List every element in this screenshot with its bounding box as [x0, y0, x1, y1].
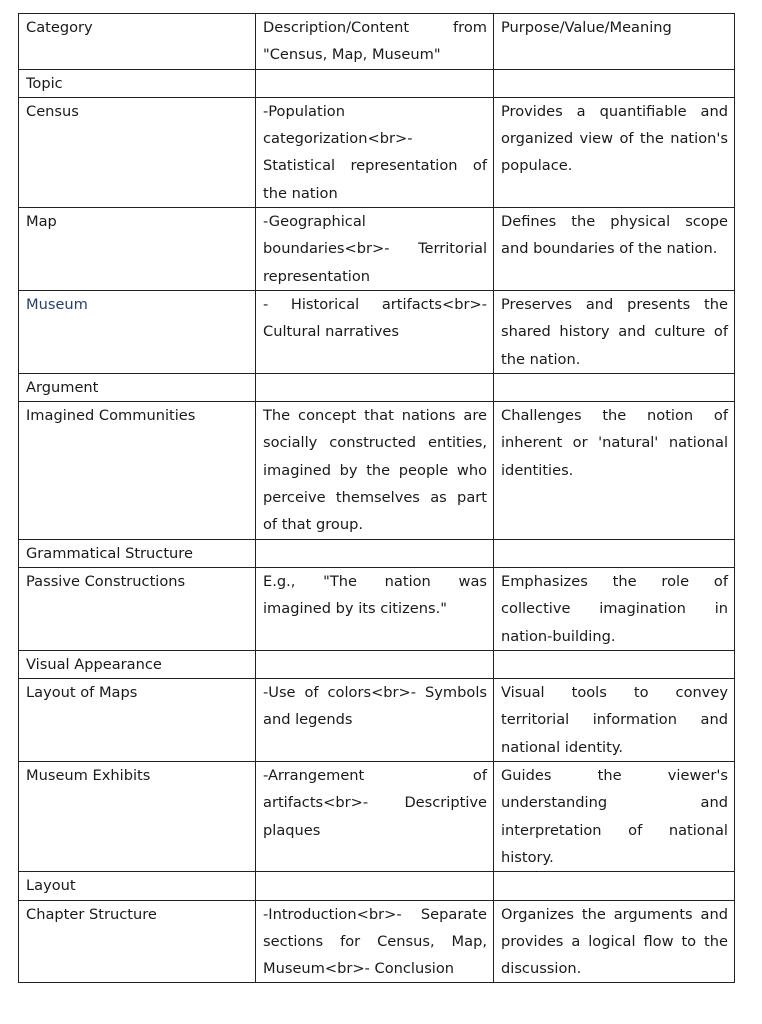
cell-category: Chapter Structure: [19, 900, 256, 983]
table-row: [19, 900, 735, 983]
cell-description: -Use of colors<br>- Symbols and legends: [256, 679, 494, 762]
cell-purpose: Visual tools to convey territorial information and national identity.: [494, 679, 735, 762]
table-row: [19, 872, 735, 900]
cell-category: Grammatical Structure: [19, 539, 256, 567]
cell-purpose: Provides a quantifiable and organized view of the nation's populace.: [494, 97, 735, 207]
cell-purpose: [494, 69, 735, 97]
table-row: [19, 97, 735, 207]
cell-category: Imagined Communities: [19, 402, 256, 539]
header-description: Description/Content from "Census, Map, Museum": [256, 14, 494, 70]
cell-description: [256, 650, 494, 678]
cell-description: [256, 872, 494, 900]
cell-category: Census: [19, 97, 256, 207]
table-row: [19, 762, 735, 872]
cell-purpose: Challenges the notion of inherent or 'natural' national identities.: [494, 402, 735, 539]
cell-category: Museum: [19, 290, 256, 373]
cell-description: -Arrangement of artifacts<br>- Descriptive plaques: [256, 762, 494, 872]
table-row: [19, 650, 735, 678]
cell-description: -Population categorization<br>- Statistical representation of the nation: [256, 97, 494, 207]
table-row: [19, 69, 735, 97]
cell-purpose: [494, 539, 735, 567]
cell-purpose: Guides the viewer's understanding and interpretation of national history.: [494, 762, 735, 872]
cell-category: Map: [19, 208, 256, 291]
cell-description: E.g., "The nation was imagined by its citizens.": [256, 567, 494, 650]
cell-category: Passive Constructions: [19, 567, 256, 650]
cell-description: -Geographical boundaries<br>- Territorial representation: [256, 208, 494, 291]
cell-description: The concept that nations are socially constructed entities, imagined by the people who perceive themselves as part of that group.: [256, 402, 494, 539]
header-purpose: Purpose/Value/Meaning: [494, 14, 735, 70]
table-row: [19, 539, 735, 567]
comparison-table: [18, 13, 735, 983]
cell-description: - Historical artifacts<br>- Cultural narratives: [256, 290, 494, 373]
header-category: Category: [19, 14, 256, 70]
cell-purpose: Preserves and presents the shared history and culture of the nation.: [494, 290, 735, 373]
cell-category: Layout of Maps: [19, 679, 256, 762]
cell-description: -Introduction<br>- Separate sections for Census, Map, Museum<br>- Conclusion: [256, 900, 494, 983]
cell-purpose: Defines the physical scope and boundaries of the nation.: [494, 208, 735, 291]
cell-purpose: [494, 373, 735, 401]
cell-category: Topic: [19, 69, 256, 97]
table-row: [19, 373, 735, 401]
cell-purpose: Emphasizes the role of collective imagination in nation-building.: [494, 567, 735, 650]
cell-purpose: [494, 872, 735, 900]
table-row: [19, 208, 735, 291]
cell-description: [256, 69, 494, 97]
cell-purpose: [494, 650, 735, 678]
table-row: [19, 679, 735, 762]
cell-category: Argument: [19, 373, 256, 401]
table-header-row: [19, 14, 735, 70]
cell-description: [256, 539, 494, 567]
cell-description: [256, 373, 494, 401]
cell-purpose: Organizes the arguments and provides a logical flow to the discussion.: [494, 900, 735, 983]
table-row: [19, 567, 735, 650]
cell-category: Layout: [19, 872, 256, 900]
cell-category: Visual Appearance: [19, 650, 256, 678]
cell-category: Museum Exhibits: [19, 762, 256, 872]
table-row: [19, 402, 735, 539]
table-row: [19, 290, 735, 373]
